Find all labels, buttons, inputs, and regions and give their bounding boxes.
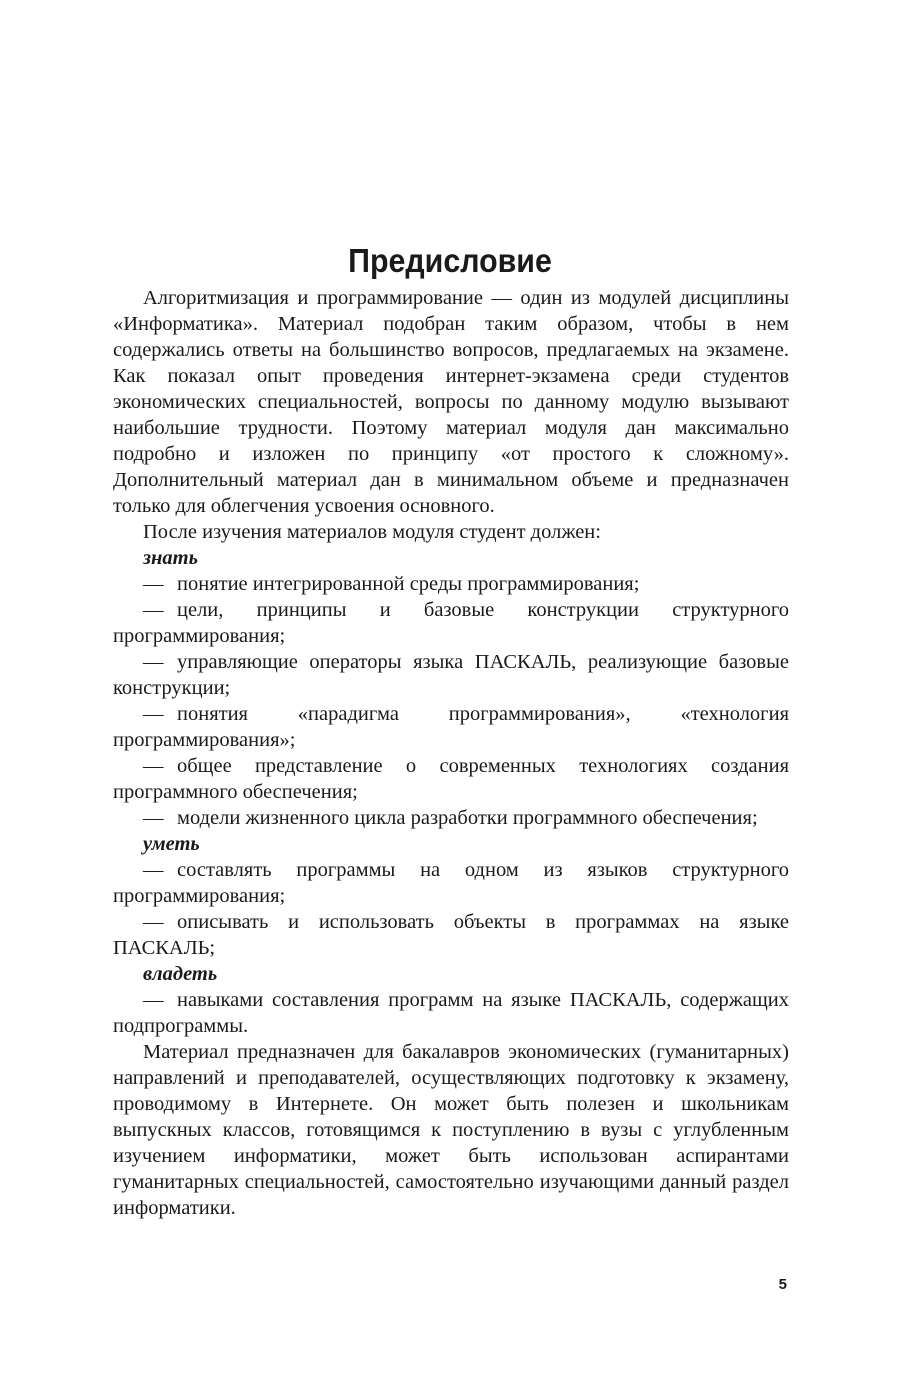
list-item: — понятие интегрированной среды программирования; [143, 573, 640, 595]
list-item: — модели жизненного цикла разработки программного обеспечения; [143, 807, 758, 829]
dash-marker: — [143, 599, 164, 621]
dash-marker: — [143, 755, 164, 777]
dash-marker: — [143, 573, 164, 595]
section-heading-know: знать [143, 547, 198, 569]
dash-marker: — [143, 989, 164, 1011]
requirements-lead: После изучения материалов модуля студент должен: [143, 521, 601, 543]
dash-marker: — [143, 703, 164, 725]
closing-paragraph: Материал предназначен для бакалавров экономических (гуманитарных) направлений и преподавателей, осуществляющих подготовку к экзамену, проводимому в Интернете. Он может быть полезен и школьникам выпускных классов, готовящимся к поступлению в вузы с углубленным изучением информатики, может быть использован аспирантами гуманитарных специальностей, самостоятельно изучающими данный раздел информатики. [113, 1041, 789, 1219]
list-item: — управляющие операторы языка ПАСКАЛЬ, реализующие базовые конструкции; [113, 651, 789, 699]
section-heading-can: уметь [143, 833, 200, 855]
dash-marker: — [143, 911, 164, 933]
dash-marker: — [143, 859, 164, 881]
list-item: — составлять программы на одном из языков структурного программирования; [113, 859, 789, 907]
preface-body [113, 285, 789, 1221]
dash-marker: — [143, 651, 164, 673]
list-item: — описывать и использовать объекты в программах на языке ПАСКАЛЬ; [113, 911, 789, 959]
list-item: — общее представление о современных технологиях создания программного обеспечения; [113, 755, 789, 803]
list-item: — понятия «парадигма программирования», «технология программирования»; [113, 703, 789, 751]
section-heading-master: владеть [143, 963, 218, 985]
list-item: — цели, принципы и базовые конструкции структурного программирования; [113, 599, 789, 647]
page-title: Предисловие [348, 242, 552, 280]
page-number: 5 [778, 1276, 787, 1293]
list-item: — навыками составления программ на языке ПАСКАЛЬ, содержащих подпрограммы. [113, 989, 789, 1037]
dash-marker: — [143, 807, 164, 829]
intro-paragraph: Алгоритмизация и программирование — один из модулей дисциплины «Информатика». Материал подобран таким образом, чтобы в нем содержались ответы на большинство вопросов, предлагаемых на экзамене. Как показал опыт проведения интернет-экзамена среди студентов экономических специальностей, вопросы по данному модулю вызывают наибольшие трудности. Поэтому материал модуля дан максимально подробно и изложен по принципу «от простого к сложному». Дополнительный материал дан в минимальном объеме и предназначен только для облегчения усвоения основного. [113, 287, 789, 517]
